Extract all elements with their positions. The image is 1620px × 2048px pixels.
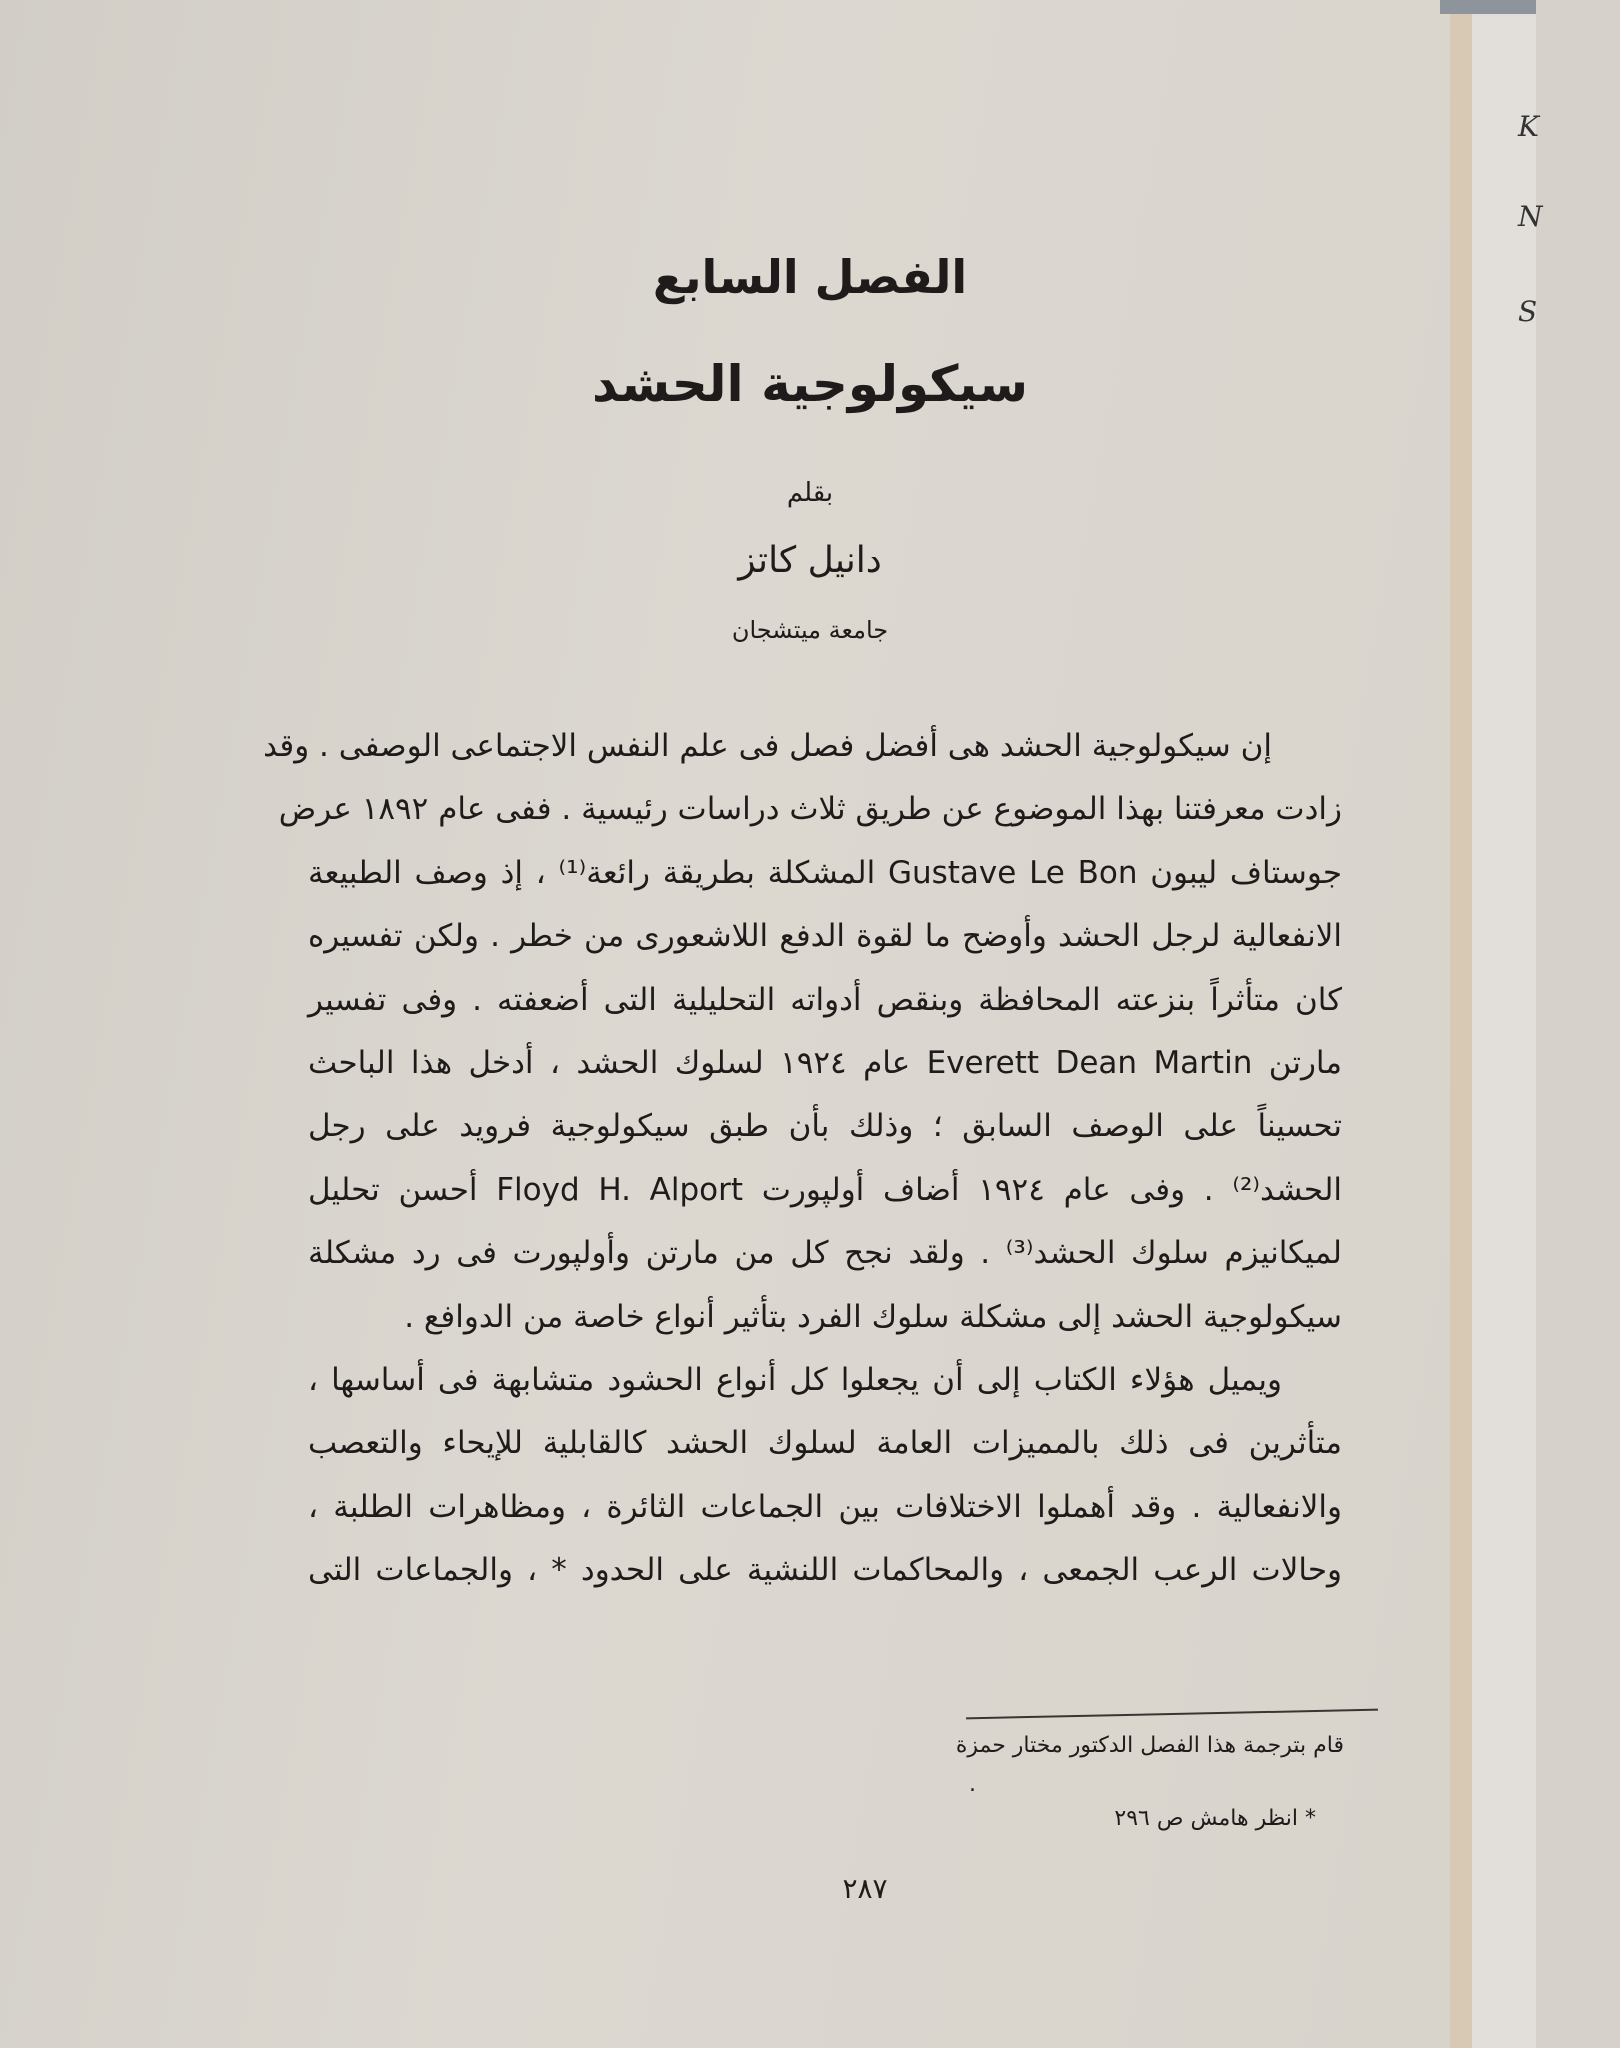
body-text xyxy=(263,715,1343,1602)
text-line: زادت معرفتنا بهذا الموضوع عن طريق ثلاث دراسات رئيسية . ففى عام ١٨٩٢ عرض xyxy=(278,791,1342,828)
text-line: متأثرين فى ذلك بالمميزات العامة لسلوك الحشد كالقابلية للإيحاء والتعصب xyxy=(308,1425,1342,1462)
text-line: إن سيكولوجية الحشد هى أفضل فصل فى علم النفس الاجتماعى الوصفى . وقد xyxy=(263,728,1272,764)
author-name: دانيل كاتز xyxy=(738,540,882,581)
chapter-label: الفصل السابع xyxy=(652,250,968,304)
text-line: وحالات الرعب الجمعى ، والمحاكمات اللنشية على الحدود * ، والجماعات التى xyxy=(308,1552,1342,1589)
facing-page-letter: N xyxy=(1518,200,1543,233)
footnote-period: . xyxy=(969,1772,976,1797)
text-line: تحسيناً على الوصف السابق ؛ وذلك بأن طبق سيكولوجية فرويد على رجل xyxy=(308,1108,1342,1145)
chapter-title: سيكولوجية الحشد xyxy=(591,355,1028,413)
text-line: سيكولوجية الحشد إلى مشكلة سلوك الفرد بتأثير أنواع خاصة من الدوافع . xyxy=(404,1298,1342,1335)
text-line: ويميل هؤلاء الكتاب إلى أن يجعلوا كل أنواع الحشود متشابهة فى أساسها ، xyxy=(308,1361,1282,1398)
facing-page-letter: S xyxy=(1518,295,1538,328)
text-line: الحشد⁽²⁾ . وفى عام ١٩٢٤ أضاف أولپورت Floyd H. Alport أحسن تحليل xyxy=(308,1171,1342,1208)
byline: بقلم xyxy=(786,478,834,508)
text-line: مارتن Everett Dean Martin عام ١٩٢٤ لسلوك الحشد ، أدخل هذا الباحث xyxy=(308,1044,1342,1081)
page-edge xyxy=(1450,0,1474,2048)
footnote-translator: قام بترجمة هذا الفصل الدكتور مختار حمزة xyxy=(955,1733,1344,1758)
text-line: والانفعالية . وقد أهملوا الاختلافات بين الجماعات الثائرة ، ومظاهرات الطلبة ، xyxy=(308,1488,1342,1525)
page-number: ٢٨٧ xyxy=(842,1872,888,1905)
text-line: لميكانيزم سلوك الحشد⁽³⁾ . ولقد نجح كل من مارتن وأولپورت فى رد مشكلة xyxy=(308,1235,1343,1272)
facing-page-letter: K xyxy=(1518,110,1539,143)
text-line: كان متأثراً بنزعته المحافظة وبنقص أدواته التحليلية التى أضعفته . وفى تفسير xyxy=(308,981,1342,1018)
background-corner xyxy=(1440,0,1536,14)
text-line: جوستاف ليبون Gustave Le Bon المشكلة بطريقة رائعة⁽¹⁾ ، إذ وصف الطبيعة xyxy=(308,854,1342,891)
affiliation: جامعة ميتشجان xyxy=(731,616,889,644)
footnote-asterisk: * انظر هامش ص ٢٩٦ xyxy=(1114,1806,1316,1831)
text-line: الانفعالية لرجل الحشد وأوضح ما لقوة الدفع اللاشعورى من خطر . ولكن تفسيره xyxy=(308,918,1342,955)
